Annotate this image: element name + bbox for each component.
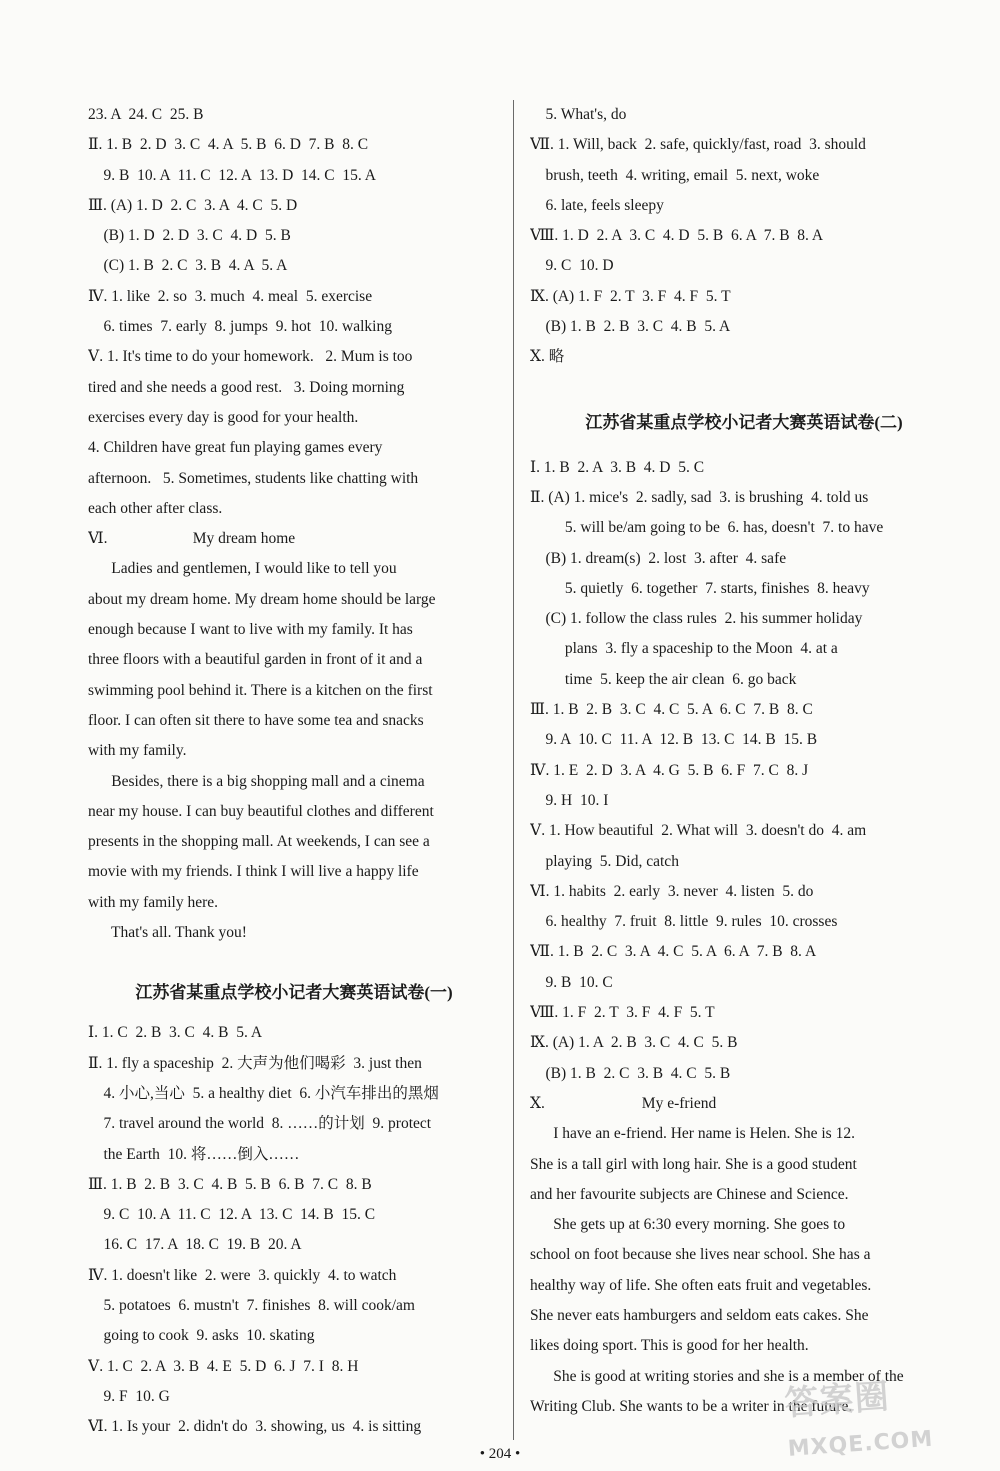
left-answers-block-2 bbox=[88, 1018, 500, 1442]
answer-line: Ⅳ. 1. doesn't like 2. were 3. quickly 4. to watch bbox=[88, 1266, 397, 1284]
answer-line: Ⅸ. (A) 1. F 2. T 3. F 4. F 5. T bbox=[530, 287, 731, 305]
answer-line: Ⅴ. 1. It's time to do your homework. 2. Mum is too bbox=[88, 348, 413, 366]
answer-line: 4. 小心,当心 5. a healthy diet 6. 小汽车排出的黑烟 bbox=[88, 1084, 439, 1102]
answer-line: 9. H 10. I bbox=[530, 791, 609, 809]
page-number: • 204 • bbox=[479, 1446, 521, 1462]
answer-line: (B) 1. B 2. C 3. B 4. C 5. B bbox=[530, 1064, 731, 1082]
answer-line: 9. B 10. C bbox=[530, 973, 613, 991]
answer-line: Ⅴ. 1. C 2. A 3. B 4. E 5. D 6. J 7. I 8. H bbox=[88, 1357, 359, 1375]
answer-line: (B) 1. D 2. D 3. C 4. D 5. B bbox=[88, 227, 291, 245]
answer-line: three floors with a beautiful garden in front of it and a bbox=[88, 651, 423, 669]
answer-line: Ⅶ. 1. B 2. C 3. A 4. C 5. A 6. A 7. B 8. A bbox=[530, 943, 817, 961]
answer-line: Ⅲ. (A) 1. D 2. C 3. A 4. C 5. D bbox=[88, 196, 298, 214]
answer-line: the Earth 10. 将……倒入…… bbox=[88, 1145, 300, 1163]
answer-line: 23. A 24. C 25. B bbox=[88, 106, 204, 123]
answer-line: afternoon. 5. Sometimes, students like chatting with bbox=[88, 469, 419, 487]
answer-line: Ⅵ. 1. habits 2. early 3. never 4. listen 5. do bbox=[530, 882, 814, 900]
answer-line: Ⅹ. My e-friend bbox=[530, 1094, 717, 1112]
answer-line: 9. C 10. D bbox=[530, 257, 614, 275]
answer-line: 16. C 17. A 18. C 19. B 20. A bbox=[88, 1236, 302, 1254]
answer-line: enough because I want to live with my family. It has bbox=[88, 621, 413, 639]
answer-line: Ⅲ. 1. B 2. B 3. C 4. B 5. B 6. B 7. C 8. B bbox=[88, 1175, 372, 1193]
answer-line: Writing Club. She wants to be a writer in the future. bbox=[530, 1397, 853, 1415]
answer-line: 9. C 10. A 11. C 12. A 13. C 14. B 15. C bbox=[88, 1206, 376, 1224]
right-answers-block-2 bbox=[530, 453, 958, 1423]
answer-line: 6. late, feels sleepy bbox=[530, 196, 664, 214]
answer-line: with my family here. bbox=[88, 893, 218, 911]
answer-line: Ⅷ. 1. F 2. T 3. F 4. F 5. T bbox=[530, 1004, 715, 1022]
left-answers-block bbox=[88, 100, 500, 948]
answer-line: 5. What's, do bbox=[530, 106, 627, 123]
answer-line: 5. will be/am going to be 6. has, doesn't 7. to have bbox=[530, 519, 884, 537]
answer-line: Ⅰ. 1. B 2. A 3. B 4. D 5. C bbox=[530, 458, 705, 476]
answer-line: going to cook 9. asks 10. skating bbox=[88, 1327, 315, 1345]
answer-line: healthy way of life. She often eats fruit and vegetables. bbox=[530, 1276, 872, 1294]
right-answers-block bbox=[530, 100, 958, 373]
answer-line: She gets up at 6:30 every morning. She goes to bbox=[530, 1216, 846, 1234]
answer-line: time 5. keep the air clean 6. go back bbox=[530, 670, 797, 688]
answer-line: exercises every day is good for your health. bbox=[88, 408, 359, 426]
answer-line: swimming pool behind it. There is a kitchen on the first bbox=[88, 681, 433, 699]
answer-line: Ⅸ. (A) 1. A 2. B 3. C 4. C 5. B bbox=[530, 1034, 738, 1052]
answer-line: Ⅶ. 1. Will, back 2. safe, quickly/fast, road 3. should bbox=[530, 136, 866, 154]
answer-line: Ⅳ. 1. E 2. D 3. A 4. G 5. B 6. F 7. C 8. J bbox=[530, 761, 809, 779]
answer-line: near my house. I can buy beautiful clothes and different bbox=[88, 802, 434, 820]
answer-line: Ⅵ. My dream home bbox=[88, 530, 296, 548]
answer-line: (B) 1. dream(s) 2. lost 3. after 4. safe bbox=[530, 549, 787, 567]
column-divider bbox=[513, 100, 514, 1440]
answer-line: That's all. Thank you! bbox=[88, 924, 247, 942]
answer-line: movie with my friends. I think I will live a happy life bbox=[88, 863, 419, 881]
answer-line: Besides, there is a big shopping mall and a cinema bbox=[88, 772, 425, 790]
answer-line: likes doing sport. This is good for her health. bbox=[530, 1337, 809, 1355]
answer-line: (C) 1. follow the class rules 2. his summer holiday bbox=[530, 610, 863, 628]
answer-line: Ⅵ. 1. Is your 2. didn't do 3. showing, us 4. is sitting bbox=[88, 1418, 422, 1436]
answer-line: 7. travel around the world 8. ……的计划 9. protect bbox=[88, 1115, 432, 1133]
answer-line: I have an e-friend. Her name is Helen. She is 12. bbox=[530, 1125, 855, 1143]
answer-line: 9. B 10. A 11. C 12. A 13. D 14. C 15. A bbox=[88, 166, 376, 184]
answer-line: Ladies and gentlemen, I would like to tell you bbox=[88, 560, 397, 578]
answer-line: (B) 1. B 2. B 3. C 4. B 5. A bbox=[530, 318, 731, 336]
answer-line: Ⅴ. 1. How beautiful 2. What will 3. doesn't do 4. am bbox=[530, 822, 867, 840]
answer-line: 4. Children have great fun playing games every bbox=[88, 439, 383, 457]
answer-line: about my dream home. My dream home should be large bbox=[88, 590, 436, 608]
left-column bbox=[88, 100, 500, 1442]
answer-line: playing 5. Did, catch bbox=[530, 852, 679, 870]
answer-line: plans 3. fly a spaceship to the Moon 4. at a bbox=[530, 640, 838, 658]
answer-line: Ⅳ. 1. like 2. so 3. much 4. meal 5. exercise bbox=[88, 287, 373, 305]
answer-line: She is good at writing stories and she is a member of the bbox=[530, 1367, 904, 1385]
answer-line: 5. potatoes 6. mustn't 7. finishes 8. will cook/am bbox=[88, 1296, 415, 1314]
answer-line: Ⅷ. 1. D 2. A 3. C 4. D 5. B 6. A 7. B 8. A bbox=[530, 227, 824, 245]
answer-line: presents in the shopping mall. At weekends, I can see a bbox=[88, 833, 430, 851]
answer-line: Ⅲ. 1. B 2. B 3. C 4. C 5. A 6. C 7. B 8. C bbox=[530, 701, 813, 719]
right-column bbox=[530, 100, 958, 1422]
answer-line: She is a tall girl with long hair. She is a good student bbox=[530, 1155, 857, 1173]
answer-line: Ⅱ. 1. fly a spaceship 2. 大声为他们喝彩 3. just then bbox=[88, 1054, 422, 1072]
answer-line: Ⅱ. 1. B 2. D 3. C 4. A 5. B 6. D 7. B 8. C bbox=[88, 136, 369, 154]
watermark-logo: 答案圈 MXQE.COM bbox=[783, 1376, 935, 1462]
right-section-title: 江苏省某重点学校小记者大赛英语试卷(二) bbox=[585, 412, 903, 432]
answer-line: Ⅹ. 略 bbox=[530, 348, 565, 366]
answer-line: floor. I can often sit there to have some tea and snacks bbox=[88, 711, 424, 729]
answer-line: Ⅰ. 1. C 2. B 3. C 4. B 5. A bbox=[88, 1024, 263, 1042]
answer-line: and her favourite subjects are Chinese and Science. bbox=[530, 1185, 849, 1203]
answer-line: tired and she needs a good rest. 3. Doing morning bbox=[88, 378, 405, 396]
answer-line: with my family. bbox=[88, 742, 187, 760]
answer-line: 5. quietly 6. together 7. starts, finishes 8. heavy bbox=[530, 579, 870, 597]
answer-line: Ⅱ. (A) 1. mice's 2. sadly, sad 3. is brushing 4. told us bbox=[530, 488, 869, 506]
answer-line: each other after class. bbox=[88, 499, 223, 517]
answer-line: 6. healthy 7. fruit 8. little 9. rules 10. crosses bbox=[530, 913, 838, 931]
answer-line: 6. times 7. early 8. jumps 9. hot 10. walking bbox=[88, 318, 392, 336]
answer-line: brush, teeth 4. writing, email 5. next, woke bbox=[530, 166, 820, 184]
answer-line: 9. F 10. G bbox=[88, 1387, 170, 1405]
answer-line: (C) 1. B 2. C 3. B 4. A 5. A bbox=[88, 257, 288, 275]
left-section-title: 江苏省某重点学校小记者大赛英语试卷(一) bbox=[135, 983, 453, 1003]
answer-line: She never eats hamburgers and seldom eats cakes. She bbox=[530, 1306, 869, 1324]
answer-line: 9. A 10. C 11. A 12. B 13. C 14. B 15. B bbox=[530, 731, 818, 749]
answer-line: school on foot because she lives near school. She has a bbox=[530, 1246, 871, 1264]
